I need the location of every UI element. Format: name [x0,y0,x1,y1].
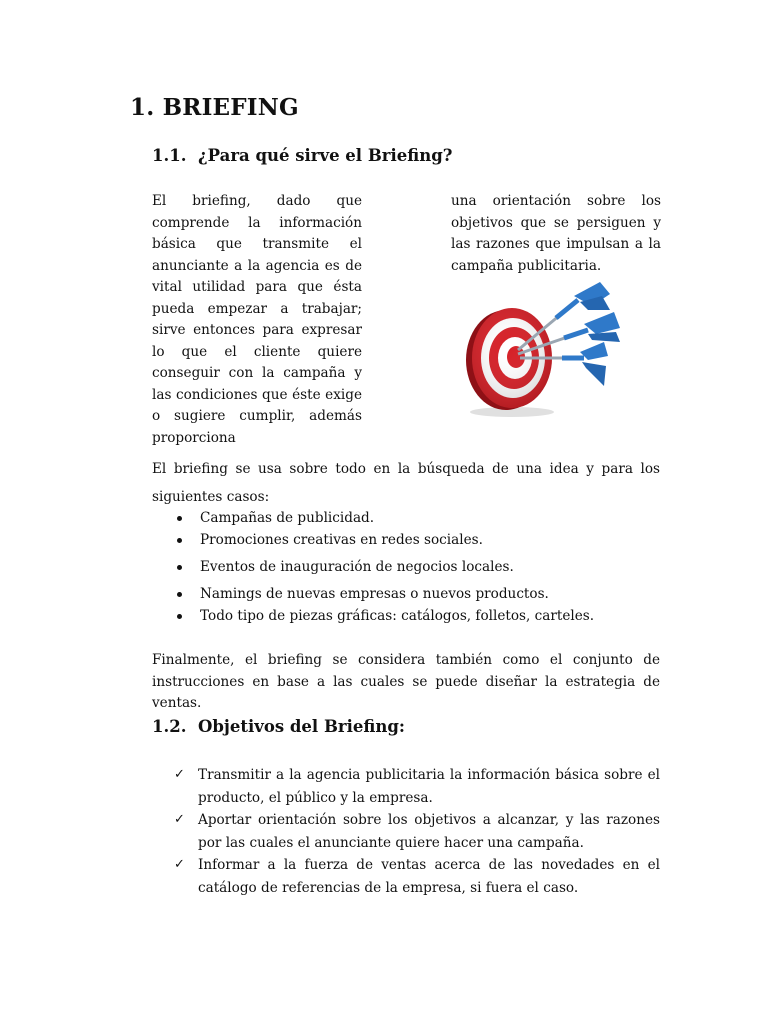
bullet-dot-icon [177,614,182,619]
check-list [152,764,660,899]
section-number: 1.2. [152,717,187,736]
list-item-text: Eventos de inauguración de negocios locales. [200,559,514,575]
bullet-dot-icon [177,565,182,570]
bullet-dot-icon [177,516,182,521]
checkmark-icon: ✓ [174,767,185,782]
list-item-text: Namings de nuevas empresas o nuevos productos. [200,586,549,602]
bullet-list [152,507,660,627]
list-item [152,583,660,605]
paragraph-intro: El briefing se usa sobre todo en la búsqueda de una idea y para los siguientes casos: [152,461,660,505]
list-item-text: Promociones creativas en redes sociales. [200,532,483,548]
list-item [152,529,660,556]
page-title: 1. BRIEFING [130,94,299,121]
list-item [152,809,660,854]
list-item-text: Transmitir a la agencia publicitaria la información básica sobre el producto, el público y la empresa. [198,767,660,806]
paragraph-closing: Finalmente, el briefing se considera también como el conjunto de instrucciones en base a las cuales se puede diseñar la estrategia de ventas. [152,652,660,711]
list-item [152,556,660,583]
checkmark-icon: ✓ [174,857,185,872]
section-number: 1.1. [152,146,187,165]
section-heading-1-1 [152,146,452,165]
paragraph-left-column: El briefing, dado que comprende la información básica que transmite el anunciante a la agencia es de vital utilidad para que ésta pueda empezar a trabajar; sirve entonces para expresar lo que el cliente quiere conseguir con la campaña y las condiciones que éste exige o sugiere cumplir, además proporciona [152,193,362,446]
list-item-text: Informar a la fuerza de ventas acerca de las novedades en el catálogo de referencias de la empresa, si fuera el caso. [198,857,660,896]
list-item [152,854,660,899]
list-item [152,507,660,529]
paragraph-right-column: una orientación sobre los objetivos que se persiguen y las razones que impulsan a la campaña publicitaria. [451,193,661,274]
bullet-dot-icon [177,538,182,543]
target-with-darts-icon [460,276,622,420]
section-title: ¿Para qué sirve el Briefing? [198,146,453,165]
checkmark-icon: ✓ [174,812,185,827]
list-item [152,764,660,809]
bullet-dot-icon [177,592,182,597]
section-title: Objetivos del Briefing: [198,717,405,736]
list-item-text: Campañas de publicidad. [200,510,375,526]
list-item-text: Aportar orientación sobre los objetivos a alcanzar, y las razones por las cuales el anunciante quiere hacer una campaña. [198,812,660,851]
section-heading-1-2 [152,717,405,736]
list-item [152,605,660,627]
list-item-text: Todo tipo de piezas gráficas: catálogos, folletos, carteles. [200,608,595,624]
